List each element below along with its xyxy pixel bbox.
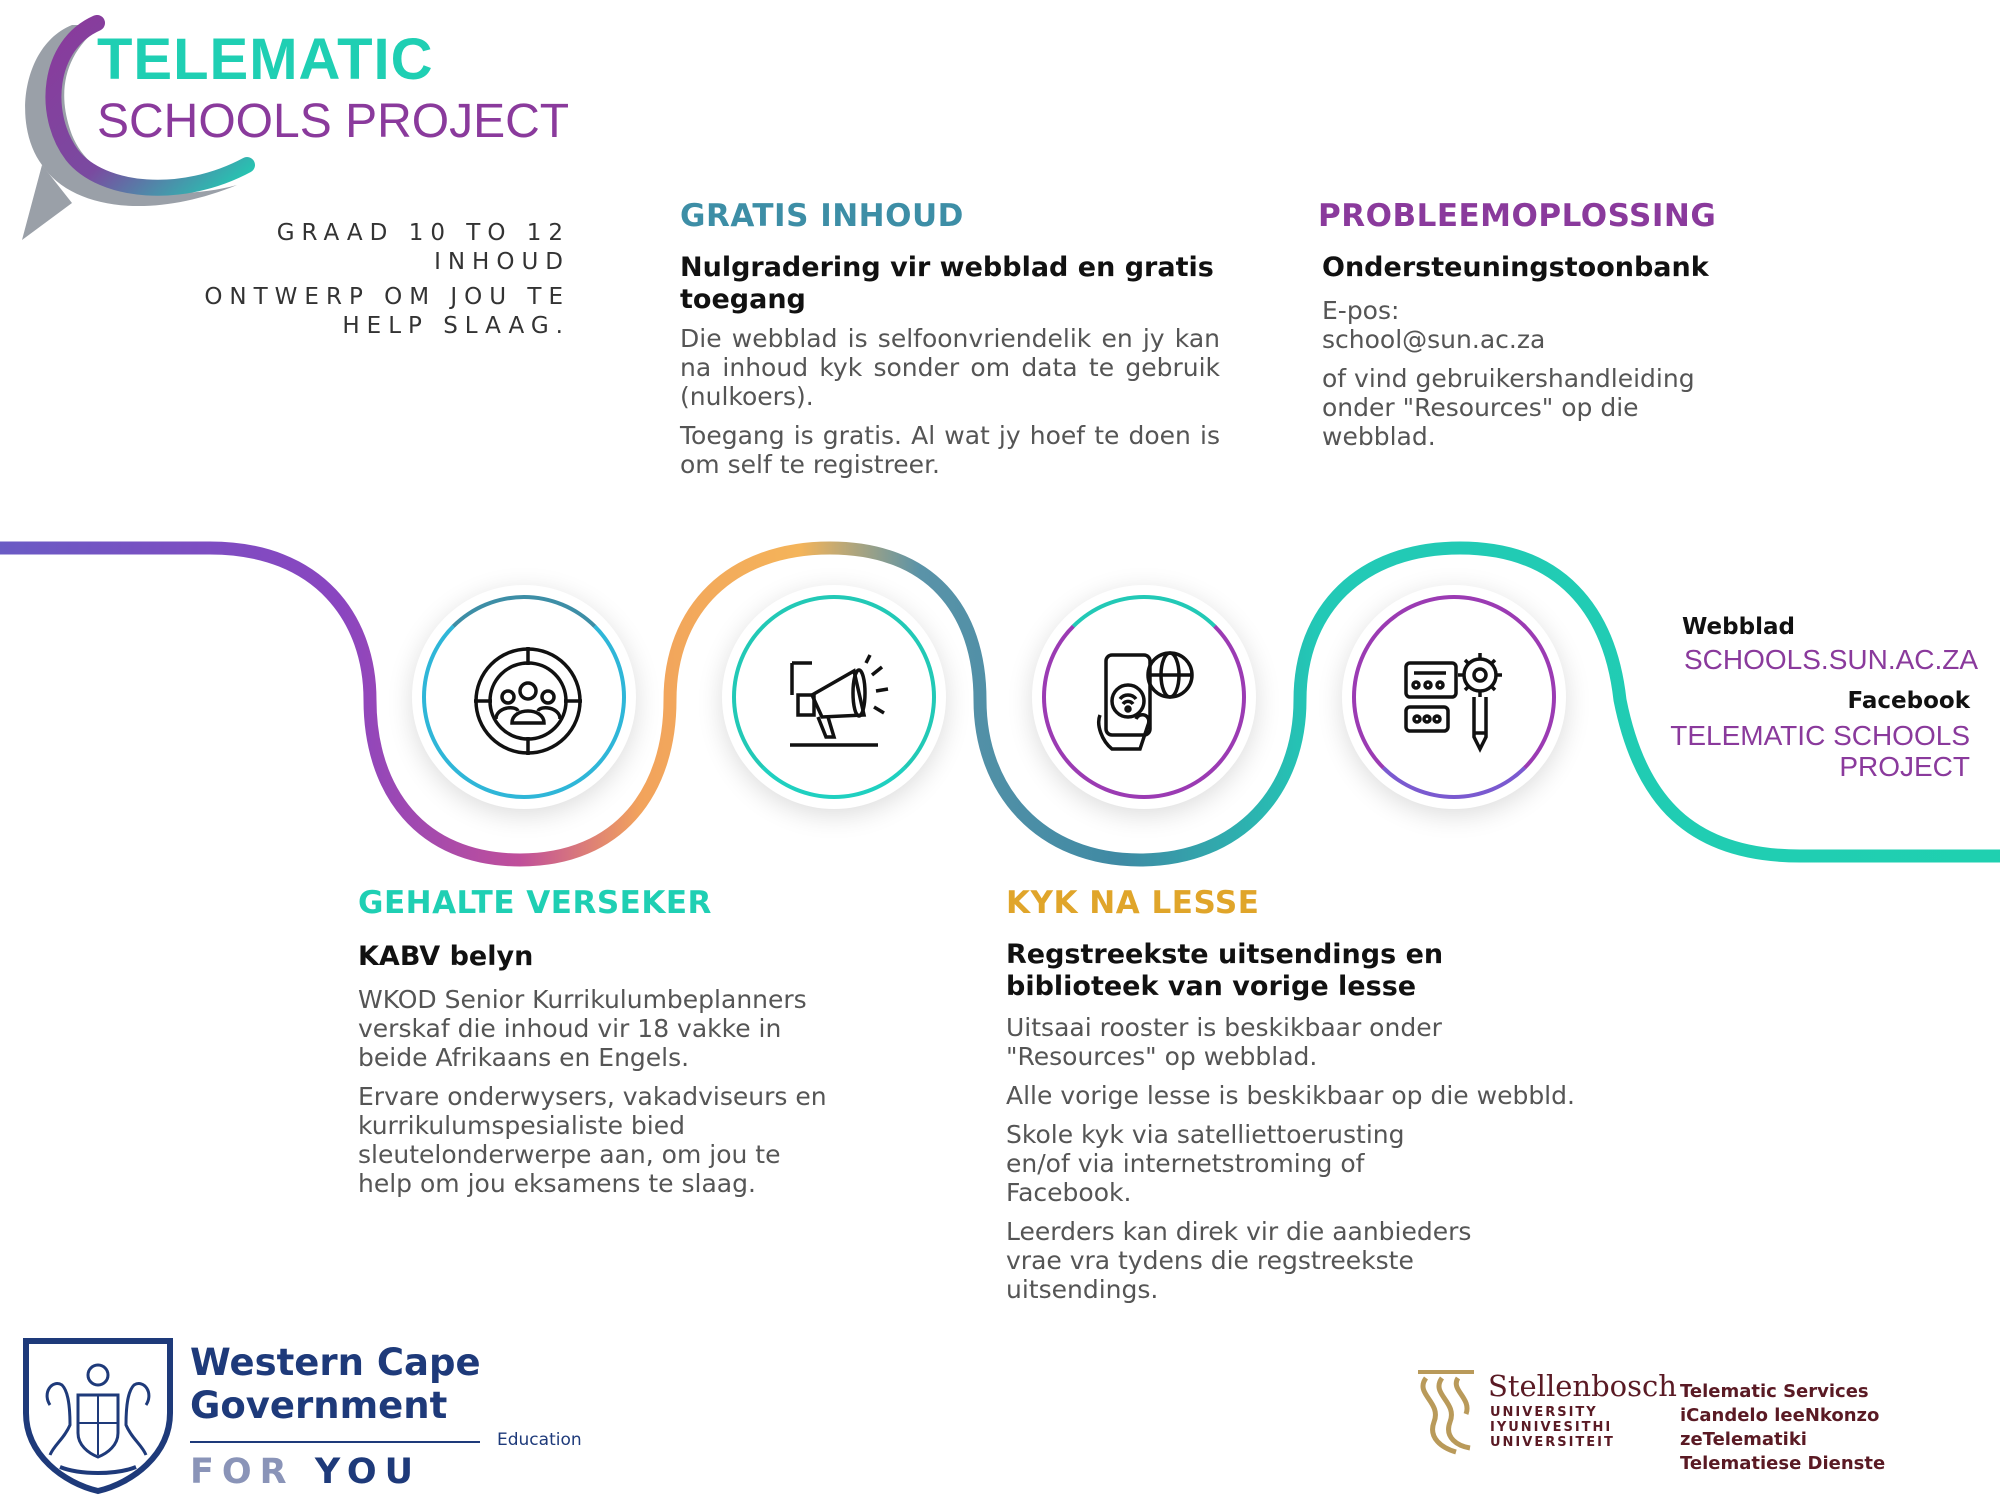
section-heading: GRATIS INHOUD bbox=[680, 198, 964, 234]
wcg-slogan-you: YOU bbox=[314, 1452, 422, 1492]
wcg-name-line2: Government bbox=[190, 1384, 448, 1427]
telematic-services-names: Telematic Services iCandelo leeNkonzo zeTelematiki Telematiese Dienste bbox=[1680, 1381, 1886, 1474]
section-body: of vind gebruikershandleiding onder "Resources" op die webblad. bbox=[1322, 364, 1695, 451]
project-title-line1: TELEMATIC bbox=[97, 27, 434, 92]
website-link[interactable]: SCHOOLS.SUN.AC.ZA bbox=[1684, 644, 1979, 675]
wcg-slogan-for: FOR bbox=[190, 1452, 295, 1492]
section-heading: GEHALTE VERSEKER bbox=[358, 885, 712, 921]
circle-gehalte bbox=[412, 585, 636, 809]
stellenbosch-name: Stellenbosch bbox=[1488, 1369, 1677, 1403]
wcg-divider bbox=[190, 1441, 480, 1443]
chat-settings-pencil-icon bbox=[1402, 645, 1514, 757]
section-gratis-inhoud bbox=[680, 198, 1220, 489]
section-kyk-na-lesse bbox=[1006, 885, 1646, 1314]
section-body: Leerders kan direk vir die aanbieders vrae vra tydens die regstreekste uitsendings. bbox=[1006, 1217, 1472, 1304]
section-subheading: KABV belyn bbox=[358, 941, 534, 972]
tagline-line1: GRAAD 10 TO 12 bbox=[276, 220, 570, 246]
section-body: Die webblad is selfoonvriendelik en jy kan na inhoud kyk sonder om data te gebruik (nulkoers). bbox=[680, 324, 1220, 411]
target-audience-icon bbox=[472, 645, 584, 757]
section-heading: KYK NA LESSE bbox=[1006, 885, 1260, 921]
facebook-link[interactable]: TELEMATIC SCHOOLS PROJECT bbox=[1670, 720, 1970, 782]
tagline-line2: INHOUD bbox=[434, 249, 570, 275]
section-body: Ervare onderwysers, vakadviseurs en kurrikulumspesialiste bied sleutelonderwerpe aan, om jou te help om jou eksamens te slaag. bbox=[358, 1082, 827, 1198]
section-probleemoplossing bbox=[1318, 198, 1758, 461]
wcg-name-line1: Western Cape bbox=[190, 1341, 481, 1384]
section-subheading: Regstreekste uitsendings en biblioteek van vorige lesse bbox=[1006, 939, 1444, 1002]
section-subheading: Ondersteuningstoonbank bbox=[1322, 252, 1709, 283]
facebook-label: Facebook bbox=[1847, 688, 1970, 714]
email-link[interactable]: school@sun.ac.za bbox=[1322, 325, 1546, 354]
circle-gratis bbox=[722, 585, 946, 809]
section-subheading: Nulgradering vir webblad en gratis toegang bbox=[680, 252, 1214, 315]
tagline-line4: HELP SLAAG. bbox=[342, 313, 570, 339]
email-label: E-pos: bbox=[1322, 296, 1400, 325]
section-body: Uitsaai rooster is beskikbaar onder "Resources" op webblad. bbox=[1006, 1013, 1442, 1071]
circle-probleem bbox=[1342, 585, 1566, 809]
website-label: Webblad bbox=[1682, 614, 1795, 640]
section-body: WKOD Senior Kurrikulumbeplanners verskaf die inhoud vir 18 vakke in beide Afrikaans en Engels. bbox=[358, 985, 807, 1072]
wcg-coat-of-arms-logo bbox=[20, 1335, 176, 1495]
circle-kyk bbox=[1032, 585, 1256, 809]
section-heading: PROBLEEMOPLOSSING bbox=[1318, 198, 1717, 234]
section-body: Alle vorige lesse is beskikbaar op die webbld. bbox=[1006, 1081, 1575, 1110]
section-gehalte-verseker bbox=[358, 885, 828, 1208]
project-title-line2: SCHOOLS PROJECT bbox=[97, 95, 570, 148]
wcg-dept: Education bbox=[497, 1430, 582, 1450]
section-body: Skole kyk via satelliettoerusting en/of via internetstroming of Facebook. bbox=[1006, 1120, 1405, 1207]
tagline-line3: ONTWERP OM JOU TE bbox=[204, 284, 570, 310]
megaphone-icon bbox=[782, 645, 894, 757]
stellenbosch-sub: UNIVERSITY IYUNIVESITHI UNIVERSITEIT bbox=[1490, 1405, 1615, 1450]
section-body: Toegang is gratis. Al wat jy hoef te doen is om self te registreer. bbox=[680, 421, 1220, 479]
stellenbosch-logo-mark bbox=[1412, 1368, 1480, 1456]
wcg-slogan bbox=[190, 1452, 421, 1492]
mobile-wifi-globe-icon bbox=[1092, 645, 1204, 757]
